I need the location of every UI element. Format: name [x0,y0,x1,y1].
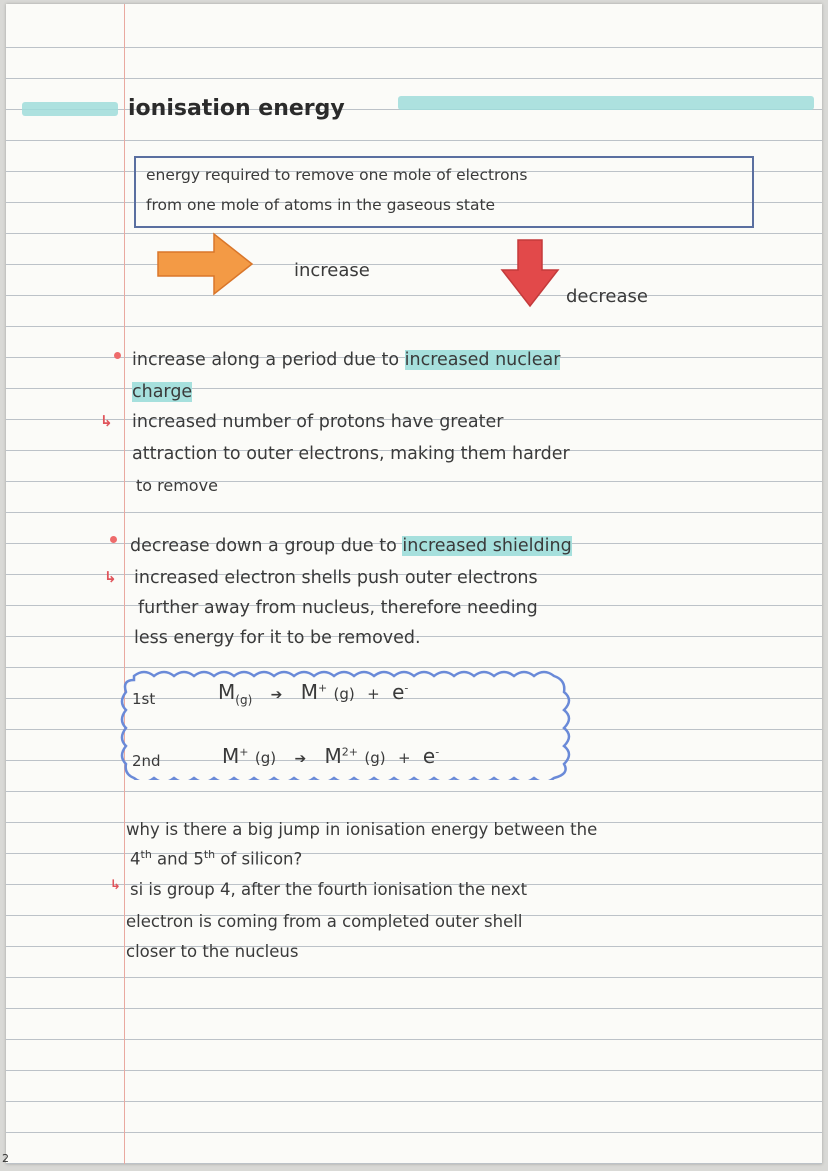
decrease-arrow-icon [498,238,562,310]
definition-line-2: from one mole of atoms in the gaseous state [146,196,496,214]
group-explanation-line-2: further away from nucleus, therefore needing [138,598,538,618]
period-trend-line-2 [132,382,192,402]
answer-line-2: electron is coming from a completed outer shell [126,912,523,931]
sub-arrow-icon: ↳ [104,568,117,586]
second-ionisation-label: 2nd [132,752,161,770]
question-line-1: why is there a big jump in ionisation energy between the [126,820,598,839]
group-explanation-line-3: less energy for it to be removed. [134,628,421,648]
decrease-label: decrease [566,286,648,307]
reaction-arrow-icon: ➔ [270,687,283,703]
first-ionisation-equation: $M_{(g)}$ ➔ M+ (g) + e- [218,680,409,707]
notebook-page [6,4,822,1164]
increase-arrow-icon [156,230,256,300]
increase-label: increase [294,260,370,281]
question-line-2: 4th and 5th of silicon? [130,848,303,869]
margin-line [124,4,125,1164]
sub-arrow-icon: ↳ [100,412,113,430]
sub-arrow-icon: ↳ [110,878,121,893]
title-highlight-right [398,96,814,110]
title-highlight-left [22,102,118,116]
highlight-shielding: increased shielding [402,536,572,556]
bullet-dot-icon [114,352,121,359]
answer-line-3: closer to the nucleus [126,942,299,961]
group-trend-line-1: decrease down a group due to increased shielding [130,536,572,556]
period-explanation-line-2: attraction to outer electrons, making them harder [132,444,570,464]
period-explanation-line-1: increased number of protons have greater [132,412,504,432]
page-number: 2 [2,1152,9,1165]
definition-line-1: energy required to remove one mole of electrons [146,166,528,184]
second-ionisation-equation: M+ (g) ➔ $M^{2+}$ (g) + e- [222,744,440,768]
period-trend-line-1: increase along a period due to increased nuclear [132,350,561,370]
answer-line-1: si is group 4, after the fourth ionisation the next [130,880,528,899]
reaction-arrow-icon: ➔ [294,751,307,767]
first-ionisation-label: 1st [132,690,156,708]
bullet-dot-icon [110,536,117,543]
highlight-nuclear: increased nuclear [404,350,561,370]
group-explanation-line-1: increased electron shells push outer electrons [134,568,538,588]
period-explanation-line-3: to remove [136,476,218,495]
highlight-charge: charge [132,382,193,402]
page-title: ionisation energy [128,96,345,121]
